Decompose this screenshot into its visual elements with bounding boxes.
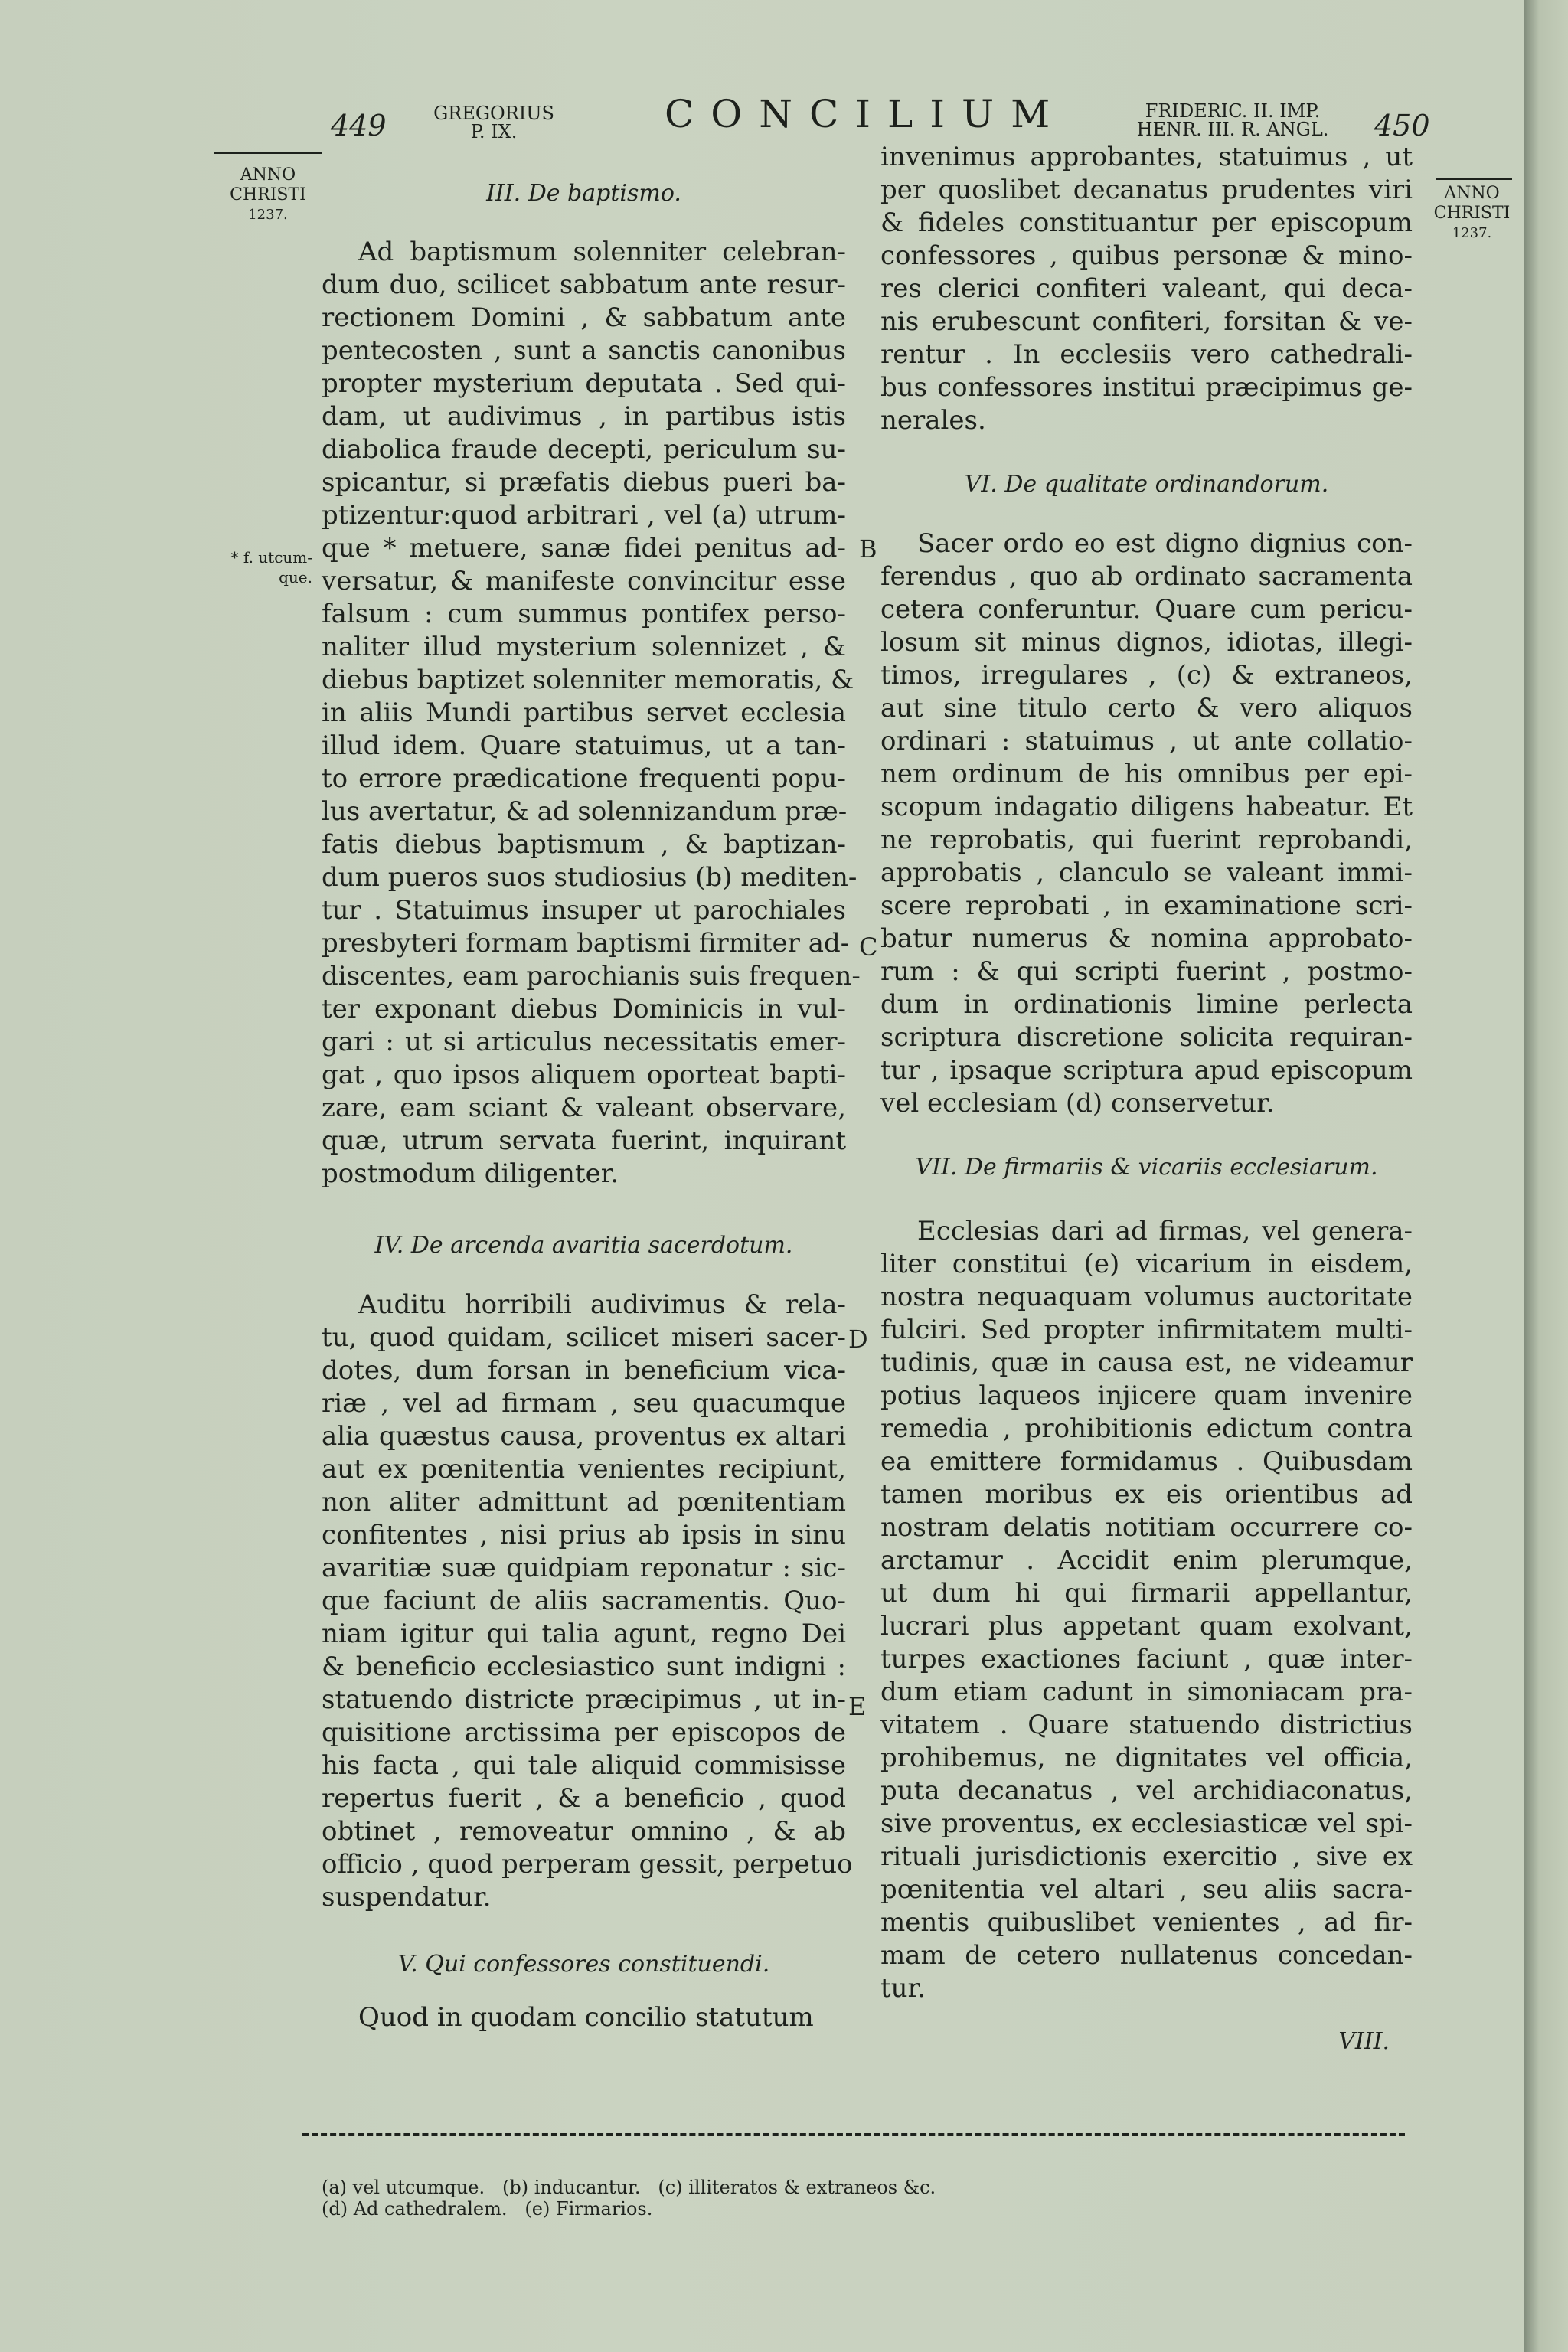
section-letter-b: B xyxy=(859,534,877,564)
text-line: quæ, utrum servata fuerint, inquirant xyxy=(322,1125,846,1156)
text-line: discentes, eam parochianis suis frequen- xyxy=(322,961,861,991)
text-line: liter constitui (e) vicarium in eisdem, xyxy=(880,1249,1413,1279)
text-line: nis erubescunt confiteri, forsitan & ve- xyxy=(880,306,1413,337)
text-line: tamen moribus ex eis orientibus ad xyxy=(880,1479,1413,1510)
text-line: pentecosten , sunt a sanctis canonibus xyxy=(322,335,846,366)
text-line: postmodum diligenter. xyxy=(322,1158,619,1189)
footnote-b: (b) inducantur. xyxy=(502,2177,641,2198)
text-line: mam de cetero nullatenus concedan- xyxy=(880,1940,1413,1971)
adjacent-page-edge xyxy=(1524,0,1568,2352)
text-line: remedia , prohibitionis edictum contra xyxy=(880,1413,1413,1444)
text-line: turpes exactiones faciunt , quæ inter- xyxy=(880,1644,1413,1674)
paragraph-vi xyxy=(880,528,1413,1120)
section-letter-c: C xyxy=(859,933,878,962)
text-line: gat , quo ipsos aliquem oporteat bapti- xyxy=(322,1060,846,1090)
text-line: approbatis , clanculo se valeant immi- xyxy=(880,858,1413,888)
text-line: timos, irregulares , (c) & extraneos, xyxy=(880,660,1413,691)
text-line: niam igitur qui talia agunt, regno Dei xyxy=(322,1619,846,1649)
text-line: rituali jurisdictionis exercitio , sive ex xyxy=(880,1841,1413,1872)
footnote-a: (a) vel utcumque. xyxy=(322,2177,485,2198)
text-line: suspendatur. xyxy=(322,1882,492,1913)
text-line: obtinet , removeatur omnino , & ab xyxy=(322,1816,846,1847)
text-line: dum duo, scilicet sabbatum ante resur- xyxy=(322,270,846,300)
text-line: lucrari plus appetant quam exolvant, xyxy=(880,1611,1413,1642)
text-line: Ecclesias dari ad firmas, vel genera- xyxy=(917,1216,1413,1246)
text-line: mentis quibuslibet venientes , ad fir- xyxy=(880,1907,1413,1938)
text-line: falsum : cum summus pontifex perso- xyxy=(322,599,846,629)
text-line: rum : & qui scripti fuerint , postmo- xyxy=(880,956,1413,987)
text-line: nostra nequaquam volumus auctoritate xyxy=(880,1282,1413,1312)
text-line: spicantur, si præfatis diebus pueri ba- xyxy=(322,467,846,498)
text-line: & fideles constituantur per episcopum xyxy=(880,207,1413,238)
text-line: tur . Statuimus insuper ut parochiales xyxy=(322,895,846,926)
text-line: arctamur . Accidit enim plerumque, xyxy=(880,1545,1413,1576)
text-line: bus confessores institui præcipimus ge- xyxy=(880,372,1413,403)
text-line: nerales. xyxy=(880,405,986,436)
text-line: potius laqueos injicere quam invenire xyxy=(880,1380,1413,1411)
text-line: ea emittere formidamus . Quibusdam xyxy=(880,1446,1413,1477)
text-line: Ad baptismum solenniter celebran- xyxy=(358,237,846,267)
catchword: VIII. xyxy=(1338,2028,1390,2055)
text-line: fulciri. Sed propter infirmitatem multi- xyxy=(880,1315,1413,1345)
text-line: Quod in quodam concilio statutum xyxy=(358,2002,814,2033)
right-margin-rule xyxy=(1436,178,1512,180)
text-line: non aliter admittunt ad pœnitentiam xyxy=(322,1487,846,1517)
text-line: ne reprobatis, qui fuerint reprobandi, xyxy=(880,825,1413,855)
text-line: cetera conferuntur. Quare cum pericu- xyxy=(880,594,1413,625)
text-line: nostram delatis notitiam occurrere co- xyxy=(880,1512,1413,1543)
text-line: res clerici confiteri valeant, qui deca- xyxy=(880,273,1413,304)
paragraph-iv xyxy=(322,1289,853,1914)
paragraph-vii xyxy=(880,1215,1413,2005)
text-line: vitatem . Quare statuendo districtius xyxy=(880,1710,1413,1740)
margin-note: * f. utcum- que. xyxy=(230,548,312,586)
text-line: tu, quod quidam, scilicet miseri sacer- xyxy=(322,1322,846,1353)
text-line: rectionem Domini , & sabbatum ante xyxy=(322,302,846,333)
text-line: repertus fuerit , & a beneficio , quod xyxy=(322,1783,846,1814)
text-line: scriptura discretione solicita requiran- xyxy=(880,1022,1413,1053)
footnote-rule xyxy=(302,2133,1405,2138)
text-line: avaritiæ suæ quidpiam reponatur : sic- xyxy=(322,1553,846,1583)
text-line: per quoslibet decanatus prudentes viri xyxy=(880,175,1413,205)
right-anno-christi: ANNO CHRISTI 1237. xyxy=(1433,184,1511,241)
heading-v: V. Qui confessores constituendi. xyxy=(397,1951,770,1978)
text-line: ferendus , quo ab ordinato sacramenta xyxy=(880,561,1413,592)
text-line: officio , quod perperam gessit, perpetuo xyxy=(322,1849,853,1880)
text-line: nem ordinum de his omnibus per epi- xyxy=(880,759,1413,789)
text-line: puta decanatus , vel archidiaconatus, xyxy=(880,1775,1413,1806)
right-page-number: 450 xyxy=(1374,109,1430,142)
footnote-e: (e) Firmarios. xyxy=(524,2198,653,2220)
text-line: versatur, & manifeste convincitur esse xyxy=(322,566,846,596)
text-line: prohibemus, ne dignitates vel officia, xyxy=(880,1743,1413,1773)
right-running-head: FRIDERIC. II. IMP. HENR. III. R. ANGL. xyxy=(1136,100,1329,140)
text-line: naliter illud mysterium solennizet , & xyxy=(322,632,846,662)
text-line: gari : ut si articulus necessitatis emer- xyxy=(322,1027,846,1057)
text-line: batur numerus & nomina approbato- xyxy=(880,923,1413,954)
text-line: illud idem. Quare statuimus, ut a tan- xyxy=(322,730,846,761)
footnotes xyxy=(322,2177,936,2220)
text-line: ut dum hi qui firmarii appellantur, xyxy=(880,1578,1413,1609)
heading-iv: IV. De arcenda avaritia sacerdotum. xyxy=(374,1232,793,1259)
text-line: quisitione arctissima per episcopos de xyxy=(322,1717,846,1748)
left-page-number: 449 xyxy=(331,109,387,142)
paragraph-iii xyxy=(322,236,861,1191)
text-line: confessores , quibus personæ & mino- xyxy=(880,240,1413,271)
text-line: aut sine titulo certo & vero aliquos xyxy=(880,693,1413,724)
text-line: diabolica fraude decepti, periculum su- xyxy=(322,434,846,465)
text-line: Sacer ordo eo est digno dignius con- xyxy=(917,528,1413,559)
text-line: to errore prædicatione frequenti popu- xyxy=(322,763,846,794)
text-line: scere reprobati , in examinatione scri- xyxy=(880,890,1413,921)
right-column xyxy=(880,141,1413,2055)
text-line: vel ecclesiam (d) conservetur. xyxy=(880,1088,1275,1119)
heading-iii: III. De baptismo. xyxy=(486,180,681,207)
text-line: in aliis Mundi partibus servet ecclesia xyxy=(322,697,846,728)
section-letter-e: E xyxy=(848,1692,867,1721)
text-line: dum etiam cadunt in simoniacam pra- xyxy=(880,1677,1413,1707)
left-margin-rule xyxy=(214,152,322,154)
text-line: ter exponant diebus Dominicis in vul- xyxy=(322,994,846,1024)
footnote-d: (d) Ad cathedralem. xyxy=(322,2198,508,2220)
text-line: ptizentur:quod arbitrari , vel (a) utrum- xyxy=(322,500,846,531)
footnote-c: (c) illiteratos & extraneos &c. xyxy=(658,2177,936,2198)
text-line: confitentes , nisi prius ab ipsis in sinu xyxy=(322,1520,846,1550)
text-line: losum sit minus dignos, idiotas, illegi- xyxy=(880,627,1413,658)
section-letter-d: D xyxy=(848,1325,868,1354)
left-column xyxy=(322,176,861,2034)
text-line: dam, ut audivimus , in partibus istis xyxy=(322,401,846,432)
left-running-head: GREGORIUS P. IX. xyxy=(433,103,554,142)
text-line: scopum indagatio diligens habeatur. Et xyxy=(880,792,1413,822)
text-line: aut ex pœnitentia venientes recipiunt, xyxy=(322,1454,846,1485)
page-title: CONCILIUM xyxy=(665,92,1067,136)
text-line: que faciunt de aliis sacramentis. Quo- xyxy=(322,1586,846,1616)
text-line: lus avertatur, & ad solennizandum præ- xyxy=(322,796,848,827)
text-line: diebus baptizet solenniter memoratis, & xyxy=(322,665,854,695)
text-line: zare, eam sciant & valeant observare, xyxy=(322,1093,846,1123)
text-line: tur , ipsaque scriptura apud episcopum xyxy=(880,1055,1413,1086)
left-anno-christi: ANNO CHRISTI 1237. xyxy=(230,165,306,223)
paragraph-v-continued xyxy=(880,141,1413,437)
text-line: dum pueros suos studiosius (b) mediten- xyxy=(322,862,858,893)
text-line: invenimus approbantes, statuimus , ut xyxy=(880,142,1413,172)
text-line: propter mysterium deputata . Sed qui- xyxy=(322,368,846,399)
text-line: Auditu horribili audivimus & rela- xyxy=(358,1289,846,1320)
heading-vii: VII. De firmariis & vicariis ecclesiarum. xyxy=(915,1154,1378,1181)
text-line: dotes, dum forsan in beneficium vica- xyxy=(322,1355,846,1386)
text-line: statuendo districte præcipimus , ut in- xyxy=(322,1684,846,1715)
text-line: his facta , qui tale aliquid commisisse xyxy=(322,1750,846,1781)
text-line: tudinis, quæ in causa est, ne videamur xyxy=(880,1348,1413,1378)
paragraph-v-start xyxy=(322,2001,846,2034)
text-line: presbyteri formam baptismi firmiter ad- xyxy=(322,928,850,959)
text-line: rentur . In ecclesiis vero cathedrali- xyxy=(880,339,1413,370)
text-line: fatis diebus baptismum , & baptizan- xyxy=(322,829,846,860)
text-line: & beneficio ecclesiastico sunt indigni : xyxy=(322,1651,846,1682)
text-line: riæ , vel ad firmam , seu quacumque xyxy=(322,1388,846,1419)
text-line: alia quæstus causa, proventus ex altari xyxy=(322,1421,846,1452)
text-line: pœnitentia vel altari , seu aliis sacra- xyxy=(880,1874,1413,1905)
text-line: dum in ordinationis limine perlecta xyxy=(880,989,1413,1020)
heading-vi: VI. De qualitate ordinandorum. xyxy=(964,471,1329,498)
text-line: sive proventus, ex ecclesiasticæ vel spi- xyxy=(880,1808,1413,1839)
text-line: ordinari : statuimus , ut ante collatio- xyxy=(880,726,1413,756)
text-line: que * metuere, sanæ fidei penitus ad- xyxy=(322,533,846,564)
text-line: tur. xyxy=(880,1973,926,2004)
